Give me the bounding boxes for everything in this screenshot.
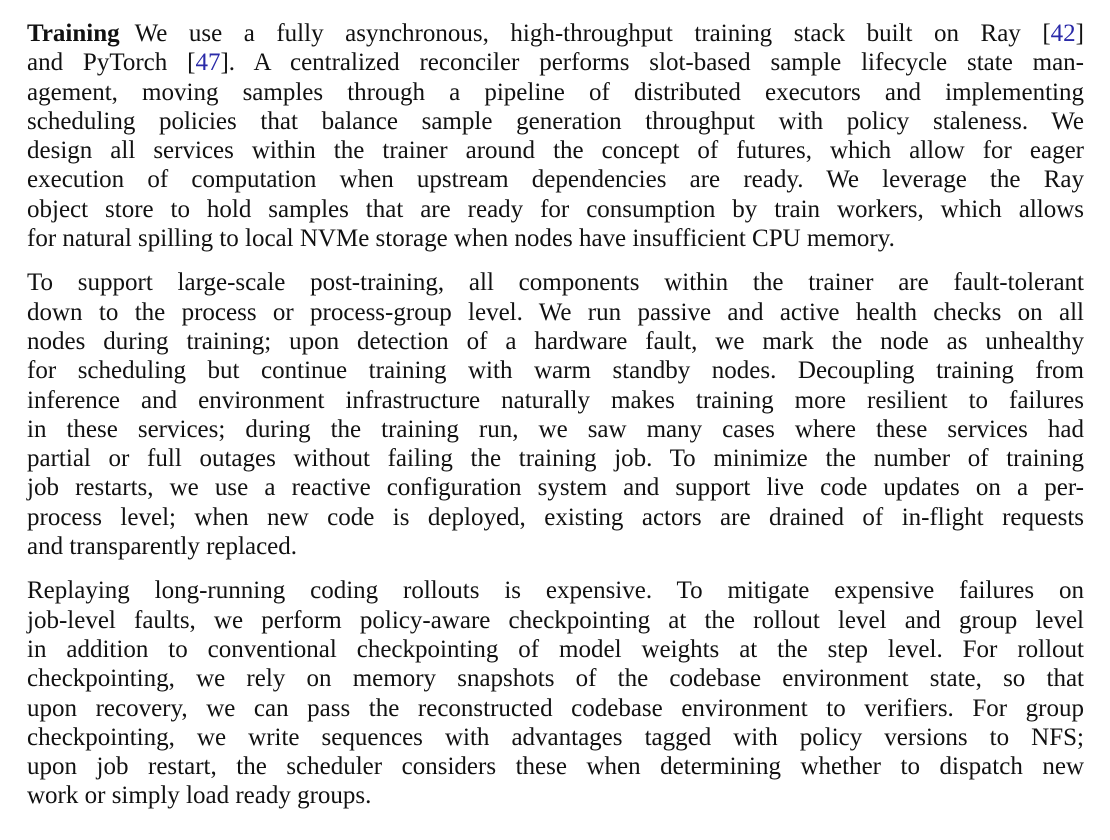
paragraph-training-stack (27, 19, 1084, 253)
paragraph-text: We use a fully asynchronous, high-throughput training stack built on Ray [42] (134, 20, 1084, 47)
paragraph-line: scheduling policies that balance sample generation throughput with policy staleness. We (27, 107, 1084, 135)
paragraph-line: for scheduling but continue training with warm standby nodes. Decoupling training from (27, 357, 1084, 385)
paragraph-line: partial or full outages without failing the training job. To minimize the number of training (27, 445, 1084, 473)
paragraph-line: upon recovery, we can pass the reconstructed codebase environment to verifiers. For group (27, 694, 1084, 722)
paragraph-line (27, 19, 1084, 48)
paragraph-line: process level; when new code is deployed, existing actors are drained of in-flight requests (27, 503, 1084, 531)
citation-link[interactable]: 47 (195, 49, 221, 77)
paragraph-line: design all services within the trainer around the concept of futures, which allow for eager (27, 137, 1084, 165)
paragraph-line: job restarts, we use a reactive configuration system and support live code updates on a per- (27, 474, 1084, 502)
paragraph-line: work or simply load ready groups. (27, 782, 372, 810)
section-heading: Training (27, 20, 120, 47)
paragraph-line: execution of computation when upstream dependencies are ready. We leverage the Ray (27, 166, 1084, 194)
paragraph-line: checkpointing, we rely on memory snapshots of the codebase environment state, so that (27, 665, 1084, 693)
paragraph-line: job-level faults, we perform policy-aware checkpointing at the rollout level and group level (27, 606, 1084, 634)
paragraph-line: in these services; during the training run, we saw many cases where these services had (27, 415, 1084, 443)
paragraph-line: down to the process or process-group level. We run passive and active health checks on all (27, 298, 1084, 326)
paragraph-line: checkpointing, we write sequences with advantages tagged with policy versions to NFS; (27, 723, 1084, 751)
paragraph-line: nodes during training; upon detection of a hardware fault, we mark the node as unhealthy (27, 327, 1084, 355)
paragraph-line: for natural spilling to local NVMe storage when nodes have insufficient CPU memory. (27, 225, 895, 253)
paragraph-line: and transparently replaced. (27, 533, 298, 561)
paragraph-line: upon job restart, the scheduler considers these when determining whether to dispatch new (27, 753, 1084, 781)
paragraph-checkpointing (27, 576, 1084, 810)
paragraph-line: inference and environment infrastructure naturally makes training more resilient to failures (27, 386, 1084, 414)
citation-link[interactable]: 42 (1050, 20, 1076, 47)
paragraph-fault-tolerance (27, 268, 1084, 561)
paragraph-line: Replaying long-running coding rollouts is expensive. To mitigate expensive failures on (27, 577, 1084, 605)
paragraph-line: agement, moving samples through a pipeline of distributed executors and implementing (27, 78, 1084, 106)
paragraph-line: and PyTorch [47]. A centralized reconciler performs slot-based sample lifecycle state man- (27, 49, 1084, 77)
paragraph-line: object store to hold samples that are ready for consumption by train workers, which allows (27, 195, 1084, 223)
paragraph-line: in addition to conventional checkpointing of model weights at the step level. For rollout (27, 635, 1084, 663)
paragraph-line: To support large-scale post-training, all components within the trainer are fault-tolerant (27, 269, 1084, 297)
